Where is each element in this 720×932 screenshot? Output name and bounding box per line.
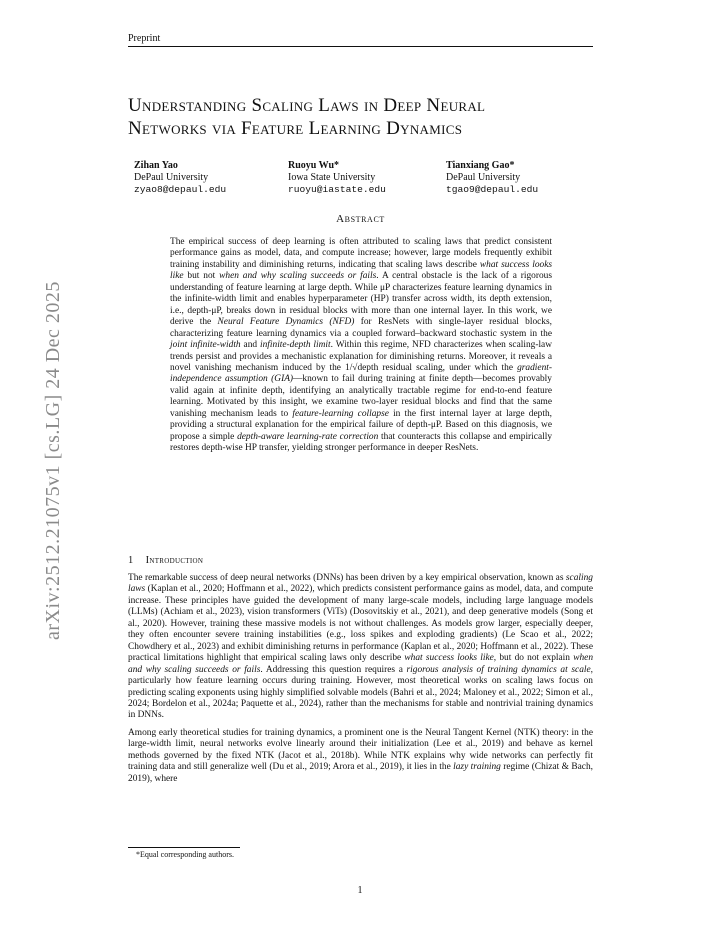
author-block <box>134 160 594 200</box>
author-name: Zihan Yao <box>134 160 178 171</box>
author-email: tgao9@depaul.edu <box>446 184 539 195</box>
arxiv-identifier-stamp: arXiv:2512.21075v1 [cs.LG] 24 Dec 2025 <box>42 281 64 640</box>
section-title: Introduction <box>145 555 204 566</box>
author-1 <box>134 160 226 196</box>
footnote: *Equal corresponding authors. <box>136 850 234 859</box>
abstract-body: The empirical success of deep learning is often attributed to scaling laws that predict consistent performance gains as model, data, and compute increase; however, large models frequently exhibit training instability and diminishing returns, indicating that scaling laws describe what success looks like but not when and why scaling succeeds or fails. A central obstacle is the lack of a rigorous understanding of feature learning at large depth. While μP characterizes feature learning dynamics in the infinite-width limit and enables hyperparameter (HP) transfer across width, its depth extension, i.e., depth-μP, breaks down in residual blocks with more than one internal layer. In this work, we derive the Neural Feature Dynamics (NFD) for ResNets with single-layer residual blocks, characterizing feature learning dynamics via a coupled forward–backward stochastic system in the joint infinite-width and infinite-depth limit. Within this regime, NFD characterizes when scaling-law trends persist and provides a mechanistic explanation for diminishing returns. Moreover, it reveals a novel vanishing mechanism induced by the 1/√depth residual scaling, under which the gradient-independence assumption (GIA)—known to fail during training at finite depth—becomes provably valid again at infinite depth, identifying an analytically tractable regime for end-to-end feature learning. Motivated by this insight, we examine two-layer residual blocks and find that the same vanishing mechanism leads to feature-learning collapse in the first internal layer at large depth, providing a structural explanation for the empirical failure of depth-μP. Based on this diagnosis, we propose a simple depth-aware learning-rate correction that counteracts this collapse and empirically restores depth-wise HP transfer, yielding stronger performance in deeper ResNets. <box>170 237 553 454</box>
section-number: 1 <box>128 555 134 566</box>
introduction-paragraph-1: The remarkable success of deep neural networks (DNNs) has been driven by a key empirical observation, known as scaling laws (Kaplan et al., 2020; Hoffmann et al., 2022), which predicts consistent performance gains as model, data, and compute increase. These principles have guided the development of many large-scale models, including large language models (LLMs) (Achiam et al., 2023), vision transformers (ViTs) (Dosovitskiy et al., 2021), and deep generative models (Song et al., 2020). However, training these massive models is not without challenges. As models grow larger, especially deeper, they often encounter severe training instabilities (e.g., loss spikes and exploding gradients) (Le Scao et al., 2022; Chowdhery et al., 2023) and exhibit diminishing returns in performance (Kaplan et al., 2020; Hoffmann et al., 2022). These practical limitations highlight that empirical scaling laws only describe what success looks like, but do not explain when and why scaling succeeds or fails. Addressing this question requires a rigorous analysis of training dynamics at scale, particularly how feature learning occurs during training. However, most theoretical works on scaling laws focus on predicting scaling exponents using highly simplified solvable models (Bahri et al., 2024; Maloney et al., 2022; Simon et al., 2024; Bordelon et al., 2024a; Paquette et al., 2024), rather than the mechanisms for stable and nontrivial training dynamics in DNNs. <box>128 573 594 721</box>
author-affiliation: Iowa State University <box>288 172 376 183</box>
author-email: zyao8@depaul.edu <box>134 184 227 195</box>
running-head: Preprint <box>128 33 593 47</box>
author-name: Ruoyu Wu* <box>288 160 340 171</box>
paper-title <box>128 94 598 140</box>
footnote-rule <box>128 847 240 848</box>
author-name: Tianxiang Gao* <box>446 160 515 171</box>
introduction-paragraph-2: Among early theoretical studies for training dynamics, a prominent one is the Neural Tangent Kernel (NTK) theory: in the large-width limit, neural networks evolve linearly around their initialization (Lee et al., 2019) and behave as kernel methods governed by the fixed NTK (Jacot et al., 2018b). While NTK explains why wide networks can perfectly fit training data and still generalize well (Du et al., 2019; Arora et al., 2019), it lies in the lazy training regime (Chizat & Bach, 2019), where <box>128 728 593 784</box>
author-3 <box>446 160 538 196</box>
section-heading-introduction <box>128 555 593 566</box>
title-line-1: Understanding Scaling Laws in Deep Neural <box>128 95 486 116</box>
author-2 <box>288 160 386 196</box>
author-email: ruoyu@iastate.edu <box>288 184 386 195</box>
author-affiliation: DePaul University <box>134 172 209 183</box>
abstract-heading: Abstract <box>336 213 385 225</box>
author-affiliation: DePaul University <box>446 172 521 183</box>
title-line-2: Networks via Feature Learning Dynamics <box>128 118 463 139</box>
page-number: 1 <box>357 885 363 896</box>
